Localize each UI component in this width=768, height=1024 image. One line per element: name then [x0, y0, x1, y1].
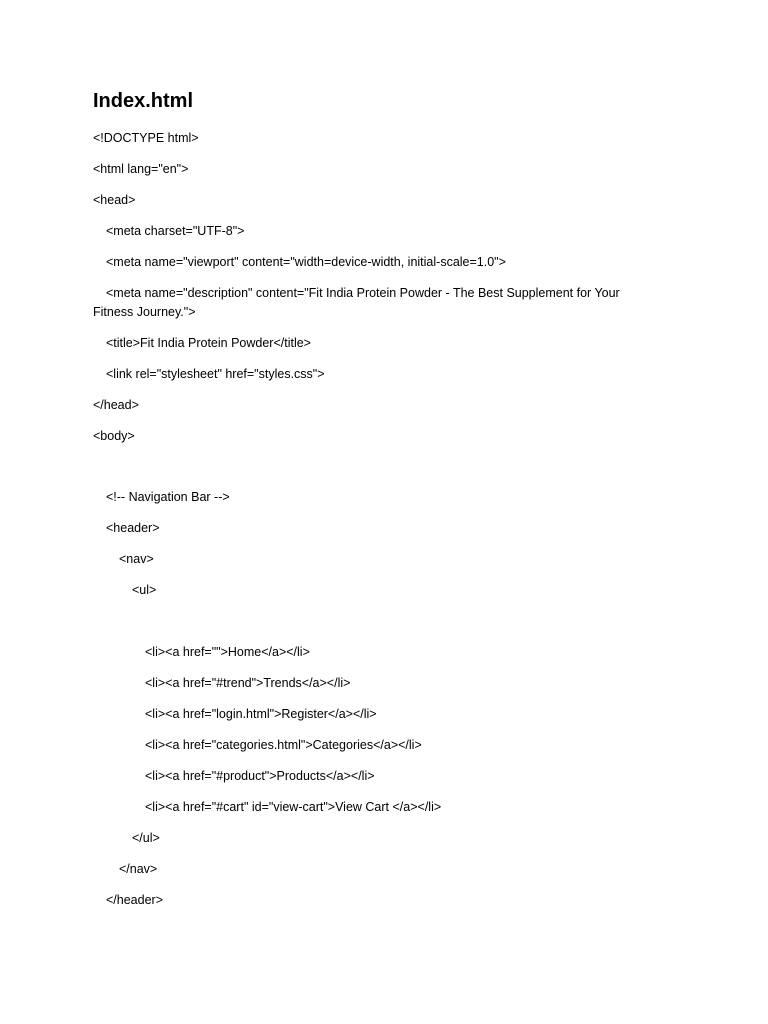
code-line: <li><a href="#cart" id="view-cart">View Cart </a></li>	[145, 800, 442, 814]
document-title: Index.html	[93, 90, 194, 112]
code-line: <li><a href="login.html">Register</a></li>	[145, 707, 377, 721]
code-line: <header>	[106, 521, 160, 535]
code-line: <li><a href="">Home</a></li>	[145, 645, 310, 659]
code-line: <head>	[93, 193, 136, 207]
code-line: </head>	[93, 398, 139, 412]
code-line: <meta charset="UTF-8">	[106, 224, 245, 238]
code-line: <!DOCTYPE html>	[93, 131, 199, 145]
code-line: </nav>	[119, 862, 158, 876]
code-line: <nav>	[119, 552, 154, 566]
code-line: <body>	[93, 429, 135, 443]
code-line: <meta name="viewport" content="width=device-width, initial-scale=1.0">	[106, 255, 506, 269]
code-line: <li><a href="#product">Products</a></li>	[145, 769, 375, 783]
code-line: <ul>	[132, 583, 157, 597]
code-line: <li><a href="categories.html">Categories</a></li>	[145, 738, 422, 752]
code-line: </ul>	[132, 831, 160, 845]
code-line: <title>Fit India Protein Powder</title>	[106, 336, 311, 350]
code-line: <link rel="stylesheet" href="styles.css">	[106, 367, 325, 381]
code-line: </header>	[106, 893, 163, 907]
code-line: <!-- Navigation Bar -->	[106, 490, 230, 504]
code-line: <meta name="description" content="Fit India Protein Powder - The Best Supplement for Your Fitness Journey.">	[93, 286, 620, 319]
code-line: <li><a href="#trend">Trends</a></li>	[145, 676, 351, 690]
code-line: <html lang="en">	[93, 162, 189, 176]
